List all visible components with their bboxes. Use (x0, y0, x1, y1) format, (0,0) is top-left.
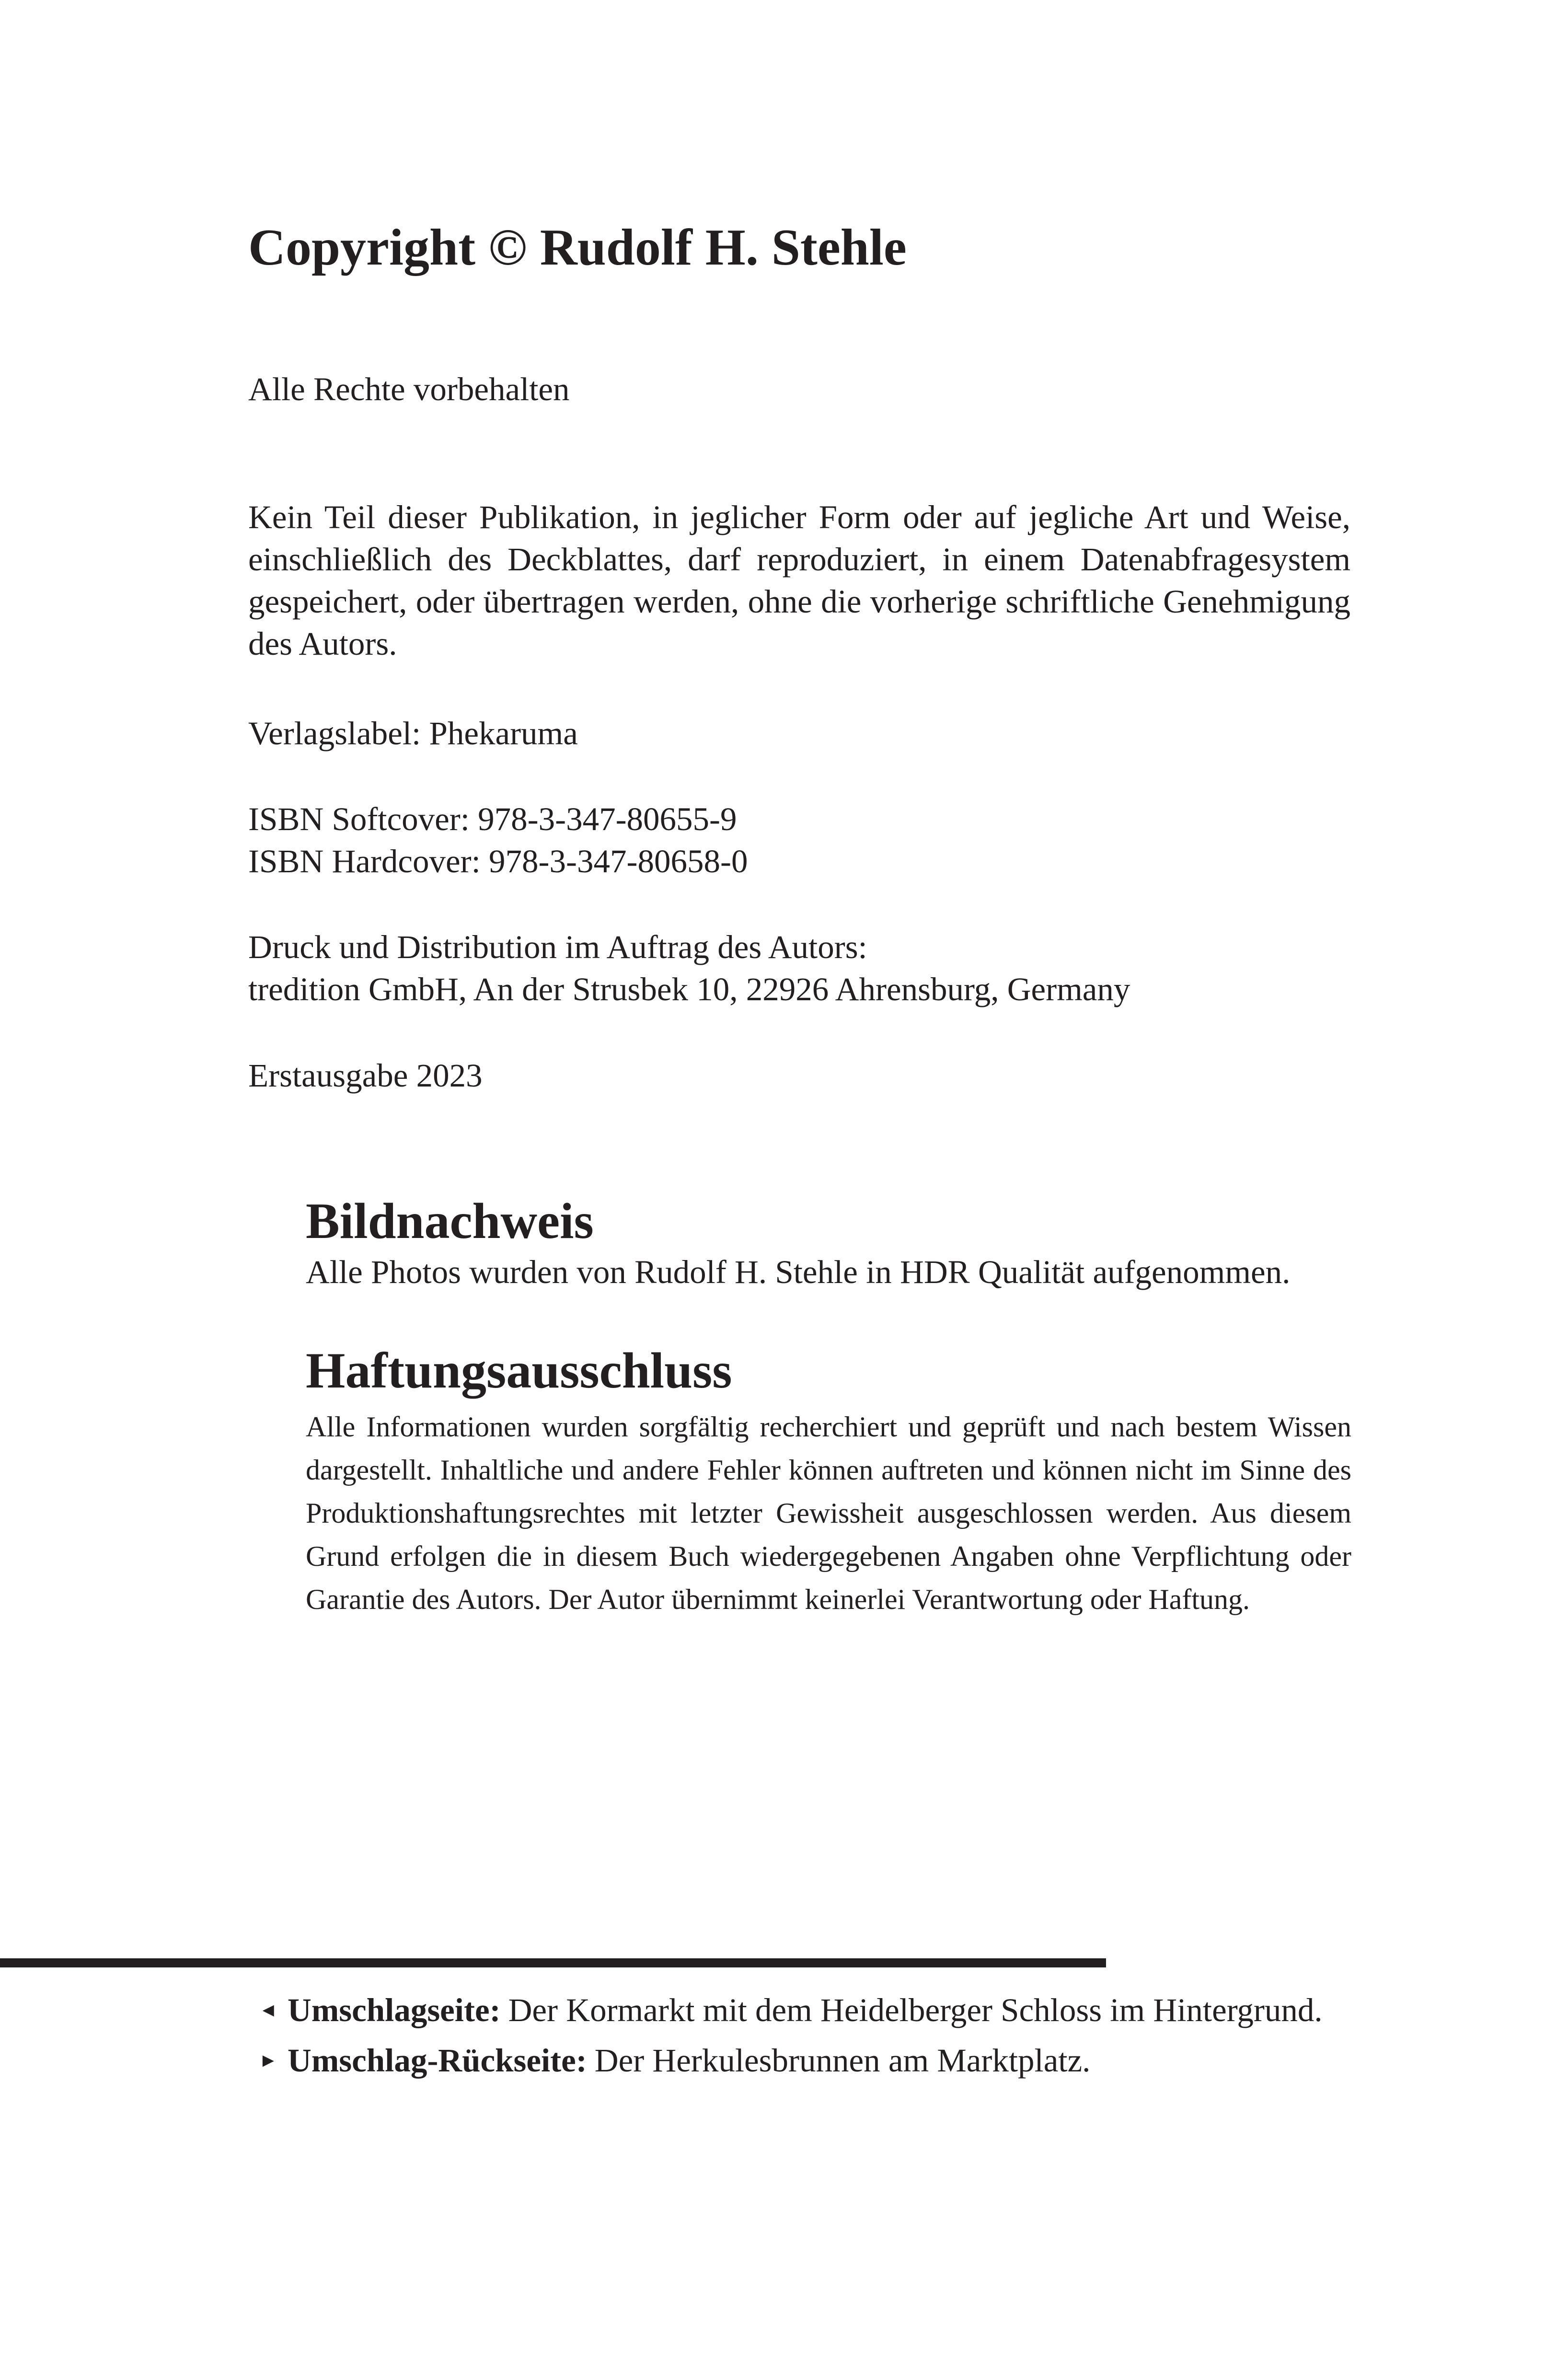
caption-front-label: Umschlagseite: (288, 1992, 501, 2028)
horizontal-divider (0, 1958, 1106, 1967)
caption-front-cover (259, 1989, 1323, 2031)
publisher-label: Verlagslabel: Phekaruma (248, 715, 578, 752)
caption-back-cover (259, 2039, 1090, 2081)
print-distribution-line-2: tredition GmbH, An der Strusbek 10, 22926 Ahrensburg, Germany (248, 971, 1130, 1007)
copyright-notice: Kein Teil dieser Publikation, in jeglicher Form oder auf jegliche Art und Weise, einschließlich des Deckblattes, darf reproduziert, in einem Datenabfragesystem gespeichert, oder übertragen werden, ohne die vorherige schriftliche Genehmigung des Autors. (248, 499, 1350, 662)
rights-statement: Alle Rechte vorbehalten (248, 371, 570, 407)
isbn-hardcover: ISBN Hardcover: 978-3-347-80658-0 (248, 843, 748, 879)
caption-back-label: Umschlag-Rückseite: (288, 2042, 587, 2079)
arrow-right-icon: ► (259, 2049, 278, 2071)
print-distribution (248, 926, 1350, 1010)
bildnachweis-text: Alle Photos wurden von Rudolf H. Stehle in HDR Qualität aufgenommen. (306, 1254, 1291, 1290)
copyright-title: Copyright © Rudolf H. Stehle (248, 219, 907, 276)
caption-front-text: Der Kormarkt mit dem Heidelberger Schloss im Hintergrund. (508, 1992, 1323, 2028)
print-distribution-line-1: Druck und Distribution im Auftrag des Autors: (248, 929, 867, 965)
haftungsausschluss-heading: Haftungsausschluss (306, 1342, 732, 1399)
isbn-softcover: ISBN Softcover: 978-3-347-80655-9 (248, 801, 737, 837)
arrow-left-icon: ◄ (259, 1999, 278, 2021)
isbn-block (248, 798, 1350, 882)
caption-back-text: Der Herkulesbrunnen am Marktplatz. (594, 2042, 1091, 2079)
haftungsausschluss-text: Alle Informationen wurden sorgfältig recherchiert und geprüft und nach bestem Wissen dargestellt. Inhaltliche und andere Fehler können auftreten und können nicht im Sinne des Produktionshaftungsrechtes mit letzter Gewissheit ausgeschlossen werden. Aus diesem Grund erfolgen die in diesem Buch wiedergegebenen Angaben ohne Verpflichtung oder Garantie des Autors. Der Autor übernimmt keinerlei Verantwortung oder Haftung. (306, 1411, 1351, 1615)
edition-statement: Erstausgabe 2023 (248, 1057, 483, 1094)
bildnachweis-heading: Bildnachweis (306, 1193, 594, 1249)
